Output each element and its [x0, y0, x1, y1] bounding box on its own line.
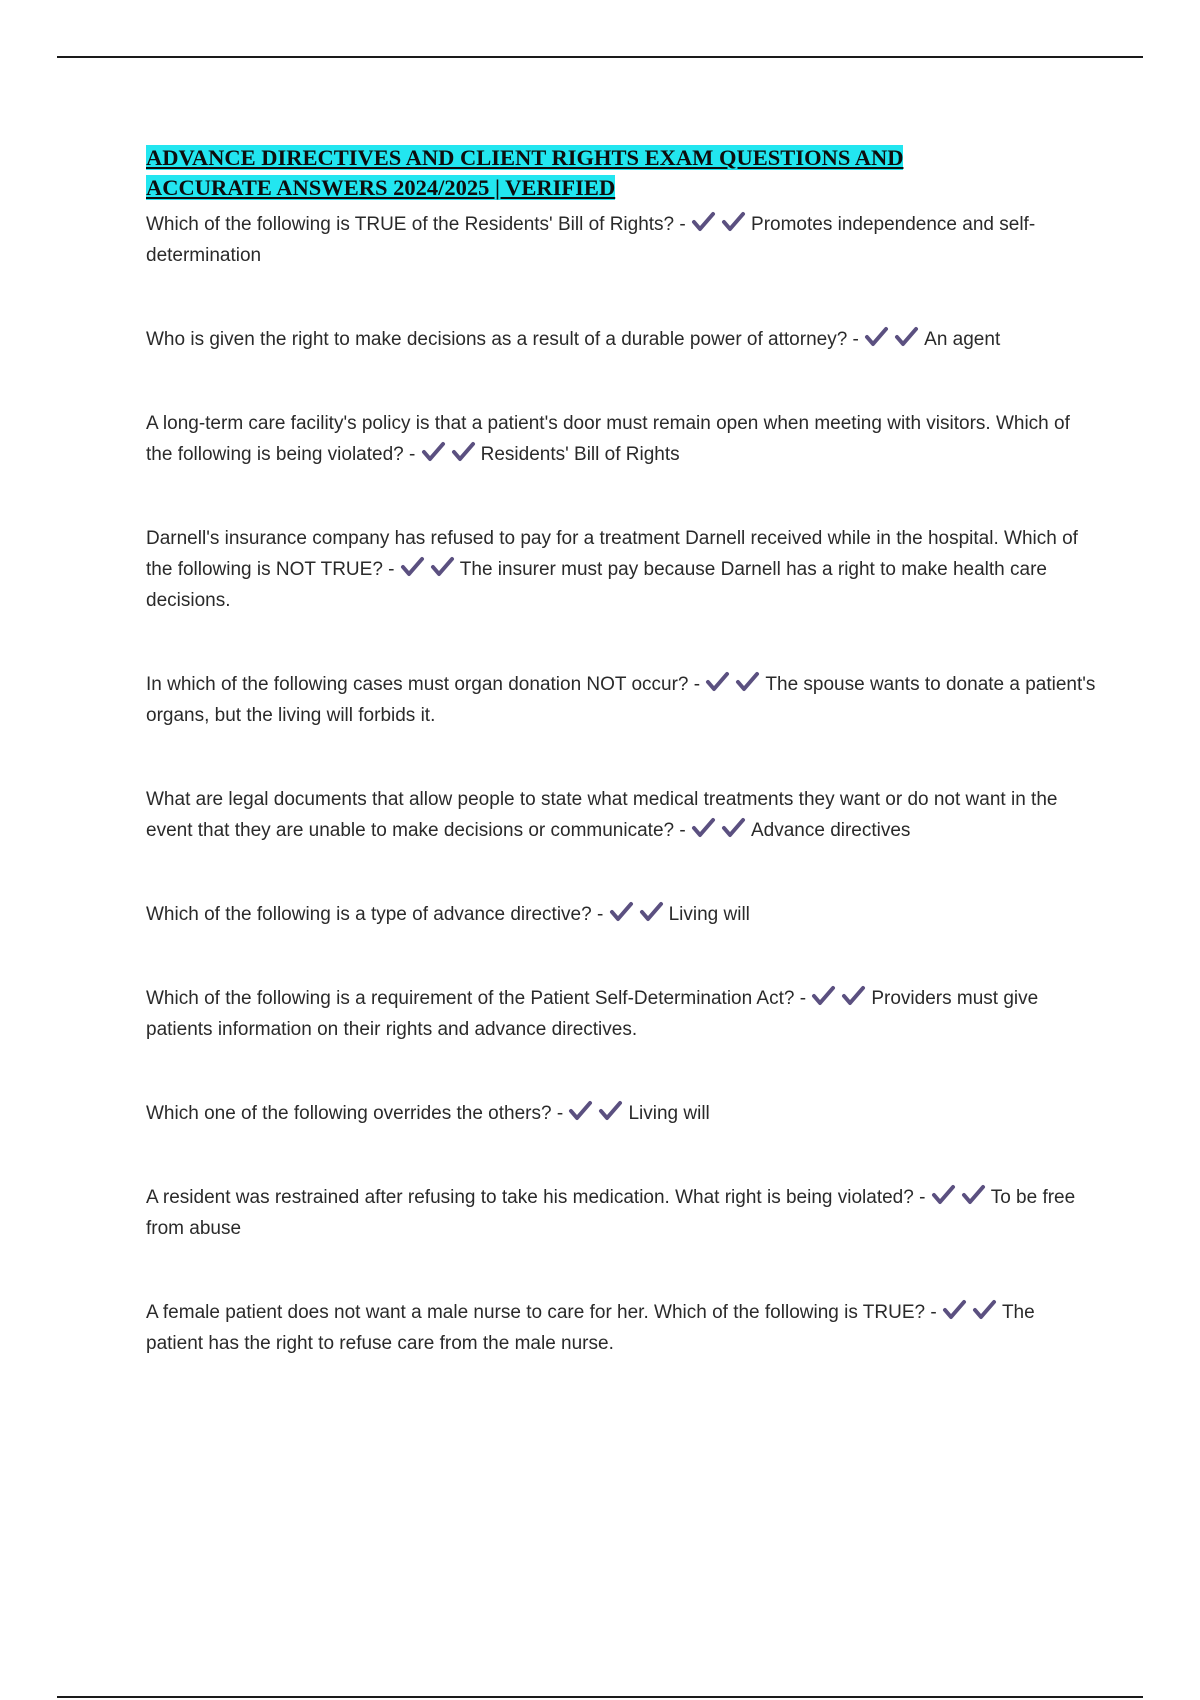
document-body: [146, 143, 1096, 1359]
check-icon: [639, 901, 665, 923]
separator: -: [388, 559, 395, 580]
answer-text: Living will: [628, 1103, 710, 1124]
question-text: A resident was restrained after refusing to take his medication. What right is being violated?: [146, 1187, 914, 1208]
check-icon: [609, 901, 635, 923]
check-icon: [721, 817, 747, 839]
check-icon: [864, 326, 890, 348]
separator: -: [596, 904, 604, 925]
top-rule: [57, 56, 1143, 58]
check-icon: [894, 326, 920, 348]
answer-text: Promotes independence and self-determination: [146, 214, 1036, 266]
check-icon: [942, 1299, 968, 1321]
check-icon: [691, 211, 717, 233]
question-text: Darnell's insurance company has refused to pay for a treatment Darnell received while in the hospital. Which of the following is NOT TRUE?: [146, 528, 1078, 580]
check-icon: [735, 671, 761, 693]
answer-text: An agent: [924, 329, 1001, 350]
separator: -: [679, 214, 686, 235]
question-text: Who is given the right to make decisions as a result of a durable power of attorney?: [146, 329, 848, 350]
check-icon: [961, 1184, 987, 1206]
separator: -: [693, 674, 701, 695]
qa-item-2: [146, 324, 1096, 355]
answer-text: The insurer must pay because Darnell has a right to make health care decisions.: [146, 559, 1047, 611]
separator: -: [556, 1103, 564, 1124]
question-text: Which one of the following overrides the others?: [146, 1103, 552, 1124]
answer-text: Living will: [668, 904, 750, 925]
question-text: What are legal documents that allow people to state what medical treatments they want or do not want in the event that they are unable to make decisions or communicate?: [146, 789, 1058, 841]
check-icon: [430, 556, 456, 578]
qa-item-10: [146, 1182, 1096, 1244]
check-icon: [841, 985, 867, 1007]
check-icon: [811, 985, 837, 1007]
question-text: A long-term care facility's policy is that a patient's door must remain open when meeting with visitors. Which of the following is being violated?: [146, 413, 1070, 465]
check-icon: [568, 1100, 594, 1122]
qa-item-1: [146, 209, 1096, 271]
separator: -: [930, 1302, 937, 1323]
check-icon: [400, 556, 426, 578]
answer-text: The patient has the right to refuse care from the male nurse.: [146, 1302, 1035, 1354]
document-title: [146, 143, 1096, 203]
check-icon: [972, 1299, 998, 1321]
title-line-2: ACCURATE ANSWERS 2024/2025 | VERIFIED: [146, 175, 616, 200]
check-icon: [705, 671, 731, 693]
check-icon: [421, 441, 447, 463]
separator: -: [409, 444, 416, 465]
check-icon: [691, 817, 717, 839]
qa-item-5: [146, 669, 1096, 731]
answer-text: To be free from abuse: [146, 1187, 1076, 1239]
question-text: Which of the following is TRUE of the Residents' Bill of Rights?: [146, 214, 675, 235]
answer-text: Providers must give patients information on their rights and advance directives.: [146, 988, 1039, 1040]
qa-item-4: [146, 523, 1096, 616]
qa-item-9: [146, 1098, 1096, 1129]
separator: -: [919, 1187, 926, 1208]
qa-item-3: [146, 408, 1096, 470]
question-text: A female patient does not want a male nurse to care for her. Which of the following is TRUE?: [146, 1302, 926, 1323]
check-icon: [451, 441, 477, 463]
separator: -: [852, 329, 859, 350]
answer-text: Advance directives: [750, 820, 911, 841]
qa-item-8: [146, 983, 1096, 1045]
bottom-rule: [57, 1696, 1143, 1698]
title-line-1: ADVANCE DIRECTIVES AND CLIENT RIGHTS EXAM QUESTIONS AND: [146, 145, 904, 170]
question-text: In which of the following cases must organ donation NOT occur?: [146, 674, 689, 695]
qa-item-7: [146, 899, 1096, 930]
question-text: Which of the following is a requirement of the Patient Self-Determination Act?: [146, 988, 795, 1009]
check-icon: [721, 211, 747, 233]
answer-text: The spouse wants to donate a patient's organs, but the living will forbids it.: [146, 674, 1096, 726]
check-icon: [931, 1184, 957, 1206]
separator: -: [679, 820, 686, 841]
separator: -: [799, 988, 807, 1009]
check-icon: [598, 1100, 624, 1122]
answer-text: Residents' Bill of Rights: [480, 444, 680, 465]
qa-item-6: [146, 784, 1096, 846]
qa-item-11: [146, 1297, 1096, 1359]
question-text: Which of the following is a type of advance directive?: [146, 904, 592, 925]
